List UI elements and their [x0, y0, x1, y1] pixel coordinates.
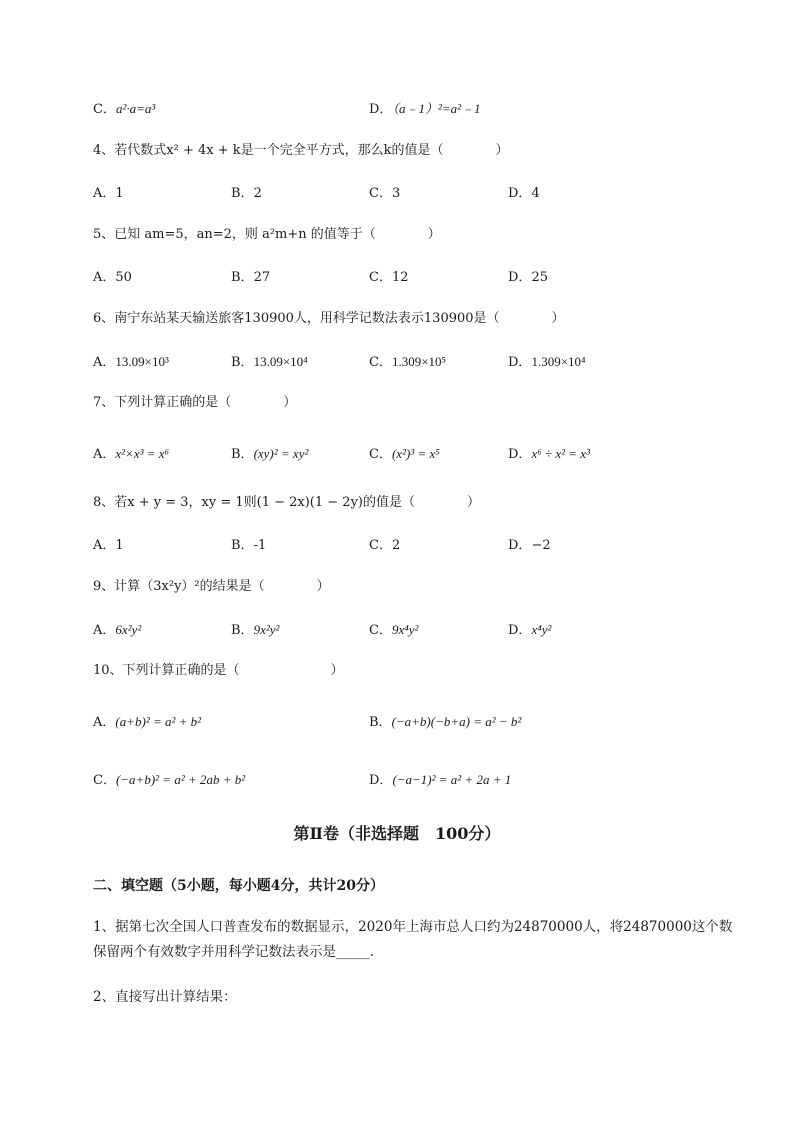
option-label: A．: [93, 623, 116, 638]
option-label: D．: [508, 623, 532, 638]
option-text: (−a+b)(−b+a) = a² − b²: [391, 714, 522, 729]
q7-option-c: [369, 445, 440, 464]
q5-option-a: [93, 269, 132, 287]
option-label: D．: [508, 355, 532, 370]
option-text: (a+b)² = a² + b²: [115, 714, 202, 729]
part2-heading: 二、填空题（5小题，每小题4分，共计20分）: [93, 878, 384, 894]
q8-option-b: [231, 537, 266, 555]
q4-option-d: [508, 185, 540, 203]
q7-option-a: [93, 445, 169, 464]
q10-option-d: [369, 771, 511, 790]
option-text: 9x⁴y²: [391, 622, 419, 637]
option-label: C．: [369, 270, 392, 285]
option-text: (xy)² = xy²: [253, 446, 309, 461]
option-label: A．: [93, 715, 116, 730]
q8-option-d: [508, 537, 551, 555]
q3-option-d: [369, 100, 481, 119]
option-text: 13.09×10⁴: [253, 354, 308, 369]
q4-stem: 4、若代数式x² + 4x + k是一个完全平方式，那么k的值是（ ）: [93, 143, 509, 158]
option-text: 27: [253, 270, 271, 285]
q5-option-b: [231, 269, 270, 287]
fill-question-2: 2、直接写出计算结果：: [93, 989, 237, 1005]
option-label: A．: [93, 270, 116, 285]
option-label: B．: [231, 623, 254, 638]
option-text: 1: [115, 538, 124, 553]
option-label: D．: [508, 447, 532, 462]
option-label: C．: [369, 538, 392, 553]
option-label: C．: [93, 102, 116, 117]
option-label: C．: [369, 447, 392, 462]
option-text: x²×x³ = x⁶: [115, 446, 170, 461]
q9-option-a: [93, 621, 141, 640]
option-text: x⁶ ÷ x² = x³: [531, 446, 590, 461]
q6-option-c: [369, 353, 446, 372]
q9-option-d: [508, 621, 551, 640]
q9-option-b: [231, 621, 279, 640]
q3-option-c: [93, 100, 155, 119]
option-label: D．: [508, 186, 532, 201]
option-label: A．: [93, 355, 116, 370]
option-label: A．: [93, 186, 116, 201]
option-text: 50: [115, 270, 132, 285]
option-label: C．: [369, 186, 392, 201]
part2-title: 第Ⅱ卷（非选择题 100分）: [293, 824, 501, 843]
option-label: D．: [369, 773, 393, 788]
q4-option-b: [231, 185, 262, 203]
option-text: 1.309×10⁴: [531, 354, 586, 369]
option-text: (x²)³ = x⁵: [391, 446, 440, 461]
option-text: 1.309×10⁵: [391, 354, 447, 369]
option-expression: （a﹣1）²=a²﹣1: [392, 101, 481, 116]
q6-option-a: [93, 353, 169, 372]
q5-option-c: [369, 269, 409, 287]
option-text: 1: [115, 186, 124, 201]
option-label: B．: [231, 270, 254, 285]
option-text: 25: [531, 270, 548, 285]
q6-option-d: [508, 353, 586, 372]
q4-option-c: [369, 185, 400, 203]
q5-stem: 5、已知 am=5，an=2，则 a²m+n 的值等于（ ）: [93, 227, 441, 242]
option-label: B．: [231, 538, 254, 553]
q7-option-b: [231, 445, 308, 464]
option-label: A．: [93, 447, 116, 462]
option-label: C．: [369, 355, 392, 370]
option-expression: a²·a=a³: [115, 101, 156, 116]
option-text: 6x²y²: [115, 622, 142, 637]
q8-stem: 8、若x + y = 3，xy = 1则(1 − 2x)(1 − 2y)的值是（ ）: [93, 495, 480, 510]
option-text: x⁴y²: [531, 622, 552, 637]
option-label: C．: [369, 623, 392, 638]
q4-option-a: [93, 185, 124, 203]
option-text: (−a+b)² = a² + 2ab + b²: [115, 772, 246, 787]
option-label: D．: [508, 270, 532, 285]
option-text: 2: [391, 538, 401, 553]
option-text: 12: [391, 270, 409, 285]
q6-option-b: [231, 353, 308, 372]
option-label: B．: [231, 186, 254, 201]
option-label: B．: [231, 355, 254, 370]
option-label: A．: [93, 538, 116, 553]
q7-option-d: [508, 445, 590, 464]
q5-option-d: [508, 269, 548, 287]
option-text: 2: [253, 186, 262, 201]
q7-stem: 7、下列计算正确的是（ ）: [93, 395, 297, 410]
option-text: −2: [531, 538, 551, 553]
q8-option-a: [93, 537, 124, 555]
q10-option-b: [369, 713, 521, 732]
option-label: C．: [93, 773, 116, 788]
option-text: 9x²y²: [253, 622, 280, 637]
option-label: B．: [231, 447, 254, 462]
option-label: D．: [508, 538, 532, 553]
option-label: B．: [369, 715, 392, 730]
option-text: -1: [253, 538, 267, 553]
q8-option-c: [369, 537, 400, 555]
q10-stem: 10、下列计算正确的是（ ）: [93, 663, 344, 678]
q9-option-c: [369, 621, 418, 640]
fill-question-1: 1、据第七次全国人口普查发布的数据显示，2020年上海市总人口约为24870000人，将24870000这个数保留两个有效数字并用科学记数法表示是_____.: [93, 919, 733, 960]
option-text: 13.09×10³: [115, 354, 169, 369]
option-text: 3: [391, 186, 401, 201]
option-label: D．: [369, 102, 393, 117]
q9-stem: 9、计算（3x²y）²的结果是（ ）: [93, 579, 330, 594]
option-text: 4: [531, 186, 540, 201]
q10-option-c: [93, 771, 245, 790]
q10-option-a: [93, 713, 201, 732]
option-text: (−a−1)² = a² + 2a + 1: [392, 772, 512, 787]
q6-stem: 6、南宁东站某天输送旅客130900人，用科学记数法表示130900是（ ）: [93, 311, 565, 326]
